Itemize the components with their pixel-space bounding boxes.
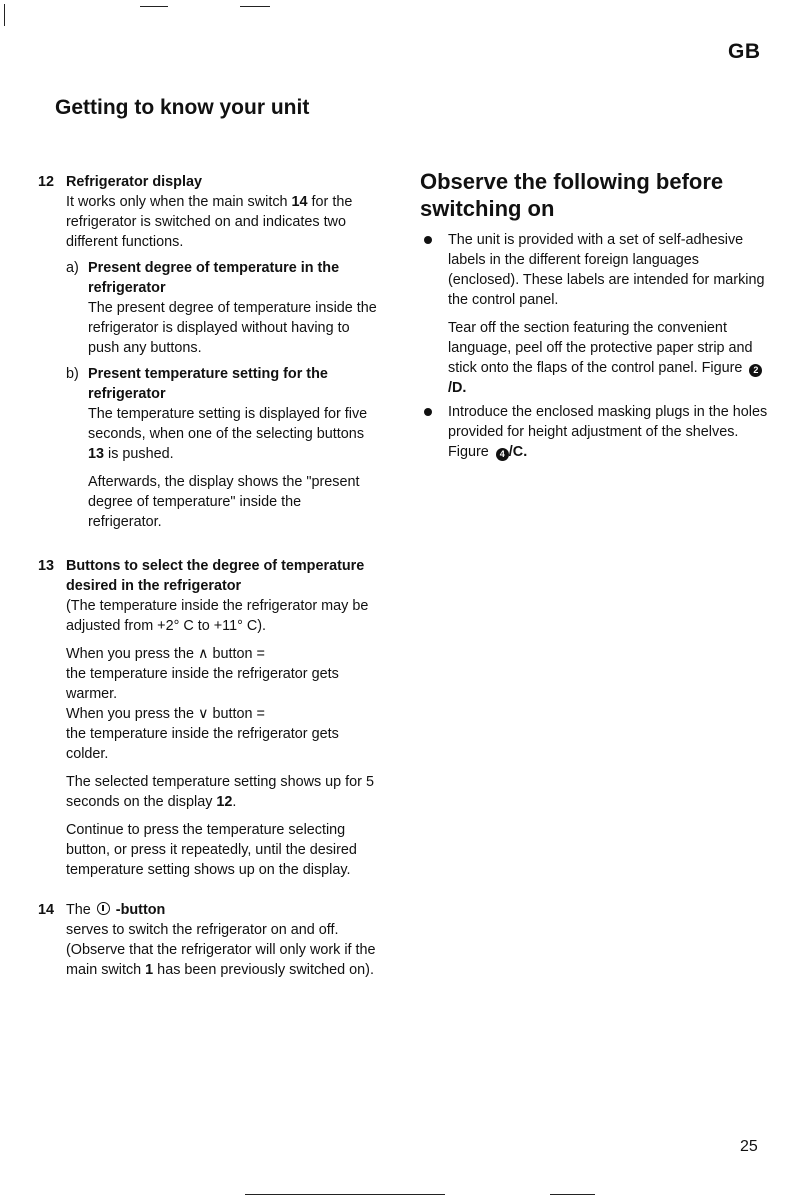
- item-continue: Continue to press the temperature selecting button, or press it repeatedly, until the desired temperature setting shows up on the display.: [66, 822, 357, 878]
- subitem-text: The temperature setting is displayed for five seconds, when one of the selecting buttons 13 is pushed.: [88, 406, 368, 462]
- scan-artifact: [140, 6, 168, 7]
- scan-artifact: [550, 1194, 595, 1195]
- subitem-letter: a): [66, 260, 79, 276]
- page-title: Getting to know your unit: [55, 96, 310, 119]
- bullet-item: [420, 230, 770, 398]
- bullet-text-cont: Tear off the section featuring the convenient language, peel off the protective paper strip and stick onto the flaps of the control panel. Figure 2/D.: [448, 318, 770, 398]
- item-13: [38, 556, 378, 880]
- subitem-a: [66, 258, 378, 358]
- bullet-dot-icon: [424, 236, 432, 244]
- bullet-dot-icon: [424, 408, 432, 416]
- figure-number-icon: 4: [496, 448, 509, 461]
- item-heading: Refrigerator display: [66, 174, 202, 190]
- item-body: serves to switch the refrigerator on and off. (Observe that the refrigerator will only work if the main switch 1 has been previously switched on).: [66, 922, 376, 978]
- subitem-text: The present degree of temperature inside the refrigerator is displayed without having to push any buttons.: [88, 300, 377, 356]
- subitem-letter: b): [66, 366, 79, 382]
- item-press-down: When you press the ∨ button =: [66, 706, 265, 722]
- scan-artifact: [245, 1194, 445, 1195]
- subitem-after: Afterwards, the display shows the "present degree of temperature" inside the refrigerator.: [88, 474, 360, 530]
- item-body: It works only when the main switch 14 for the refrigerator is switched on and indicates two different functions.: [66, 194, 353, 250]
- item-12: [38, 172, 378, 532]
- scan-artifact: [240, 6, 270, 7]
- item-number: 13: [38, 558, 55, 574]
- item-heading: Buttons to select the degree of temperature desired in the refrigerator: [66, 558, 365, 594]
- power-symbol-icon: [97, 902, 110, 915]
- item-range: (The temperature inside the refrigerator may be adjusted from +2° C to +11° C).: [66, 598, 369, 634]
- item-number: 14: [38, 902, 55, 918]
- section-heading: Observe the following before switching on: [420, 169, 724, 221]
- bullet-text: The unit is provided with a set of self-adhesive labels in the different foreign languages (enclosed). These labels are intended for marking the control panel.: [448, 232, 765, 308]
- down-arrow-icon: ∨: [197, 706, 209, 722]
- item-heading: The -button: [66, 902, 166, 918]
- left-column: [38, 172, 378, 980]
- subitem-b: [66, 364, 378, 532]
- item-down-result: the temperature inside the refrigerator gets colder.: [66, 726, 339, 762]
- item-press-up: When you press the ∧ button =: [66, 646, 265, 662]
- language-badge: GB: [728, 40, 761, 63]
- bullet-text: Introduce the enclosed masking plugs in the holes provided for height adjustment of the shelves. Figure 4 /C.: [448, 404, 768, 460]
- right-column: [420, 168, 770, 462]
- page-number: 25: [740, 1138, 758, 1155]
- scan-artifact: [4, 4, 5, 26]
- bullet-item: [420, 402, 770, 462]
- item-shows: The selected temperature setting shows up for 5 seconds on the display 12.: [66, 774, 374, 810]
- figure-number-icon: 2: [749, 364, 762, 377]
- item-number: 12: [38, 174, 55, 190]
- subitem-heading: Present degree of temperature in the refrigerator: [88, 260, 340, 296]
- subitem-heading: Present temperature setting for the refrigerator: [88, 366, 328, 402]
- up-arrow-icon: ∧: [197, 646, 209, 662]
- item-14: [38, 900, 378, 980]
- item-up-result: the temperature inside the refrigerator gets warmer.: [66, 666, 339, 702]
